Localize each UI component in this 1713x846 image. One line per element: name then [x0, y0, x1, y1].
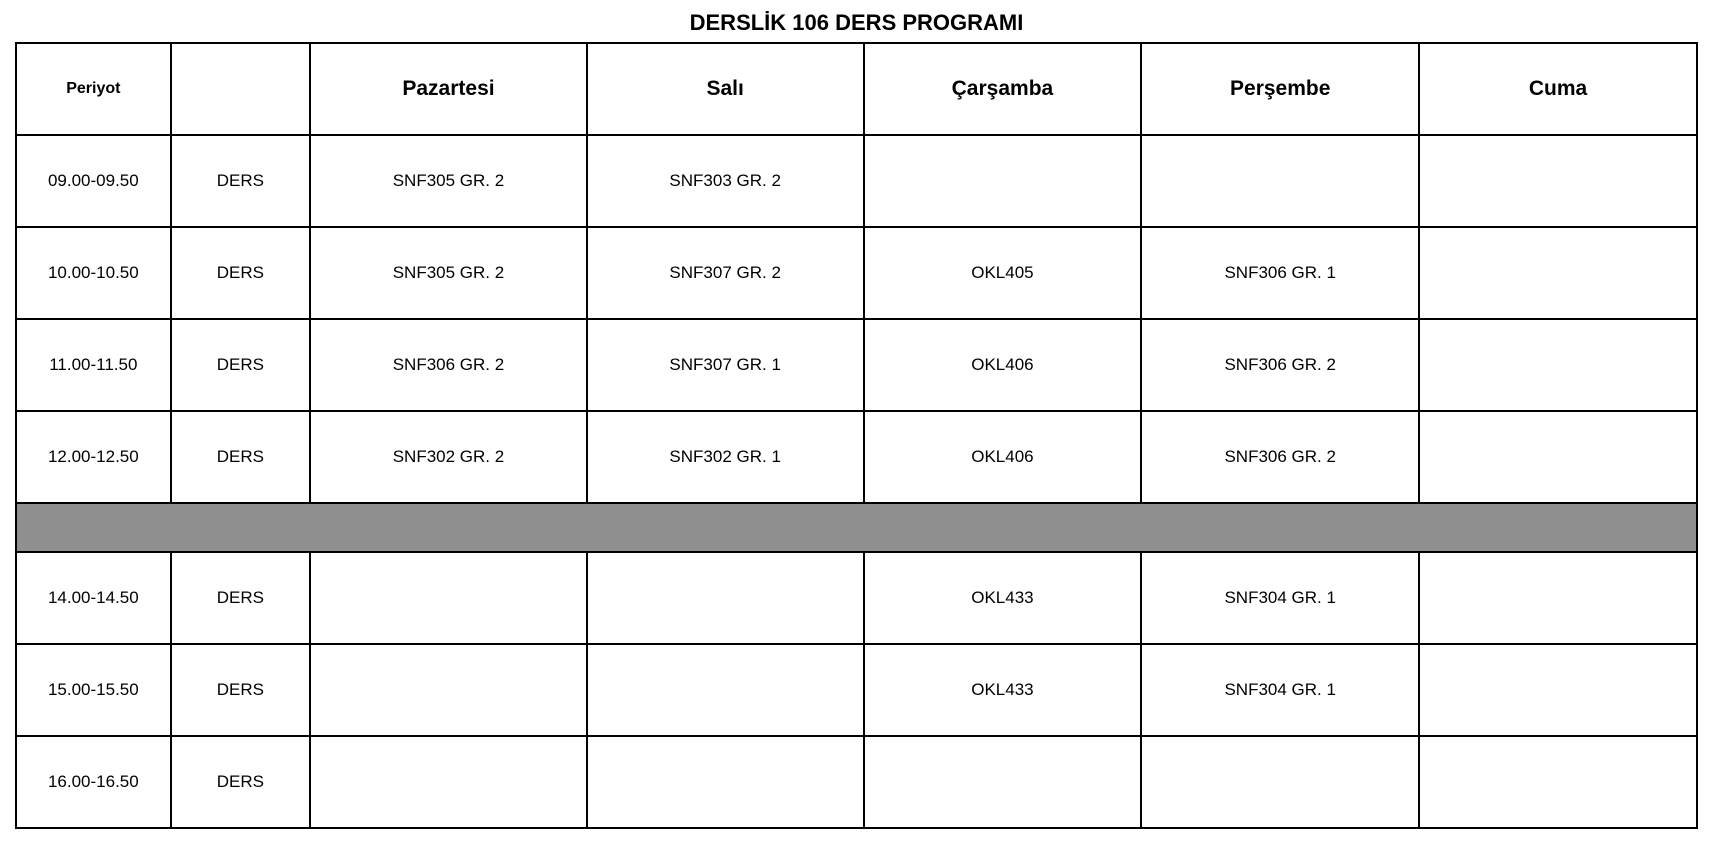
course-cell-friday	[1419, 319, 1697, 411]
course-cell-wednesday	[864, 736, 1142, 828]
course-cell-monday	[310, 552, 587, 644]
header-day-tuesday: Salı	[587, 43, 864, 135]
course-cell-friday	[1419, 736, 1697, 828]
course-cell-friday	[1419, 411, 1697, 503]
course-cell-tuesday	[587, 736, 864, 828]
table-row	[16, 552, 1697, 644]
period-cell: 09.00-09.50	[16, 135, 171, 227]
header-type	[171, 43, 310, 135]
course-cell-wednesday: OKL406	[864, 411, 1142, 503]
table-row	[16, 644, 1697, 736]
course-cell-thursday	[1141, 135, 1419, 227]
header-day-monday: Pazartesi	[310, 43, 587, 135]
type-cell: DERS	[171, 227, 310, 319]
table-row	[16, 736, 1697, 828]
schedule-table	[15, 42, 1698, 829]
period-cell: 11.00-11.50	[16, 319, 171, 411]
course-cell-thursday: SNF306 GR. 2	[1141, 319, 1419, 411]
course-cell-tuesday	[587, 644, 864, 736]
period-cell: 10.00-10.50	[16, 227, 171, 319]
course-cell-thursday: SNF306 GR. 2	[1141, 411, 1419, 503]
course-cell-wednesday	[864, 135, 1142, 227]
course-cell-wednesday: OKL405	[864, 227, 1142, 319]
header-row	[16, 43, 1697, 135]
lunch-break-row	[16, 503, 1697, 552]
course-cell-wednesday: OKL433	[864, 552, 1142, 644]
table-row	[16, 319, 1697, 411]
course-cell-tuesday: SNF302 GR. 1	[587, 411, 864, 503]
page-title: DERSLİK 106 DERS PROGRAMI	[689, 10, 1024, 35]
period-cell: 12.00-12.50	[16, 411, 171, 503]
course-cell-tuesday	[587, 552, 864, 644]
type-cell: DERS	[171, 135, 310, 227]
header-day-thursday: Perşembe	[1141, 43, 1419, 135]
course-cell-friday	[1419, 644, 1697, 736]
course-cell-thursday	[1141, 736, 1419, 828]
table-row	[16, 227, 1697, 319]
course-cell-wednesday: OKL406	[864, 319, 1142, 411]
lunch-break-bar	[16, 503, 1697, 552]
course-cell-monday: SNF305 GR. 2	[310, 227, 587, 319]
type-cell: DERS	[171, 644, 310, 736]
type-cell: DERS	[171, 411, 310, 503]
course-cell-friday	[1419, 227, 1697, 319]
period-cell: 15.00-15.50	[16, 644, 171, 736]
course-cell-friday	[1419, 135, 1697, 227]
header-period: Periyot	[16, 43, 171, 135]
course-cell-monday	[310, 736, 587, 828]
course-cell-thursday: SNF304 GR. 1	[1141, 552, 1419, 644]
course-cell-monday: SNF305 GR. 2	[310, 135, 587, 227]
course-cell-tuesday: SNF307 GR. 1	[587, 319, 864, 411]
course-cell-thursday: SNF306 GR. 1	[1141, 227, 1419, 319]
header-day-wednesday: Çarşamba	[864, 43, 1142, 135]
course-cell-monday	[310, 644, 587, 736]
period-cell: 16.00-16.50	[16, 736, 171, 828]
type-cell: DERS	[171, 319, 310, 411]
period-cell: 14.00-14.50	[16, 552, 171, 644]
course-cell-monday: SNF306 GR. 2	[310, 319, 587, 411]
table-row	[16, 135, 1697, 227]
header-day-friday: Cuma	[1419, 43, 1697, 135]
course-cell-friday	[1419, 552, 1697, 644]
course-cell-wednesday: OKL433	[864, 644, 1142, 736]
course-cell-monday: SNF302 GR. 2	[310, 411, 587, 503]
course-cell-tuesday: SNF303 GR. 2	[587, 135, 864, 227]
table-row	[16, 411, 1697, 503]
type-cell: DERS	[171, 552, 310, 644]
course-cell-thursday: SNF304 GR. 1	[1141, 644, 1419, 736]
type-cell: DERS	[171, 736, 310, 828]
course-cell-tuesday: SNF307 GR. 2	[587, 227, 864, 319]
